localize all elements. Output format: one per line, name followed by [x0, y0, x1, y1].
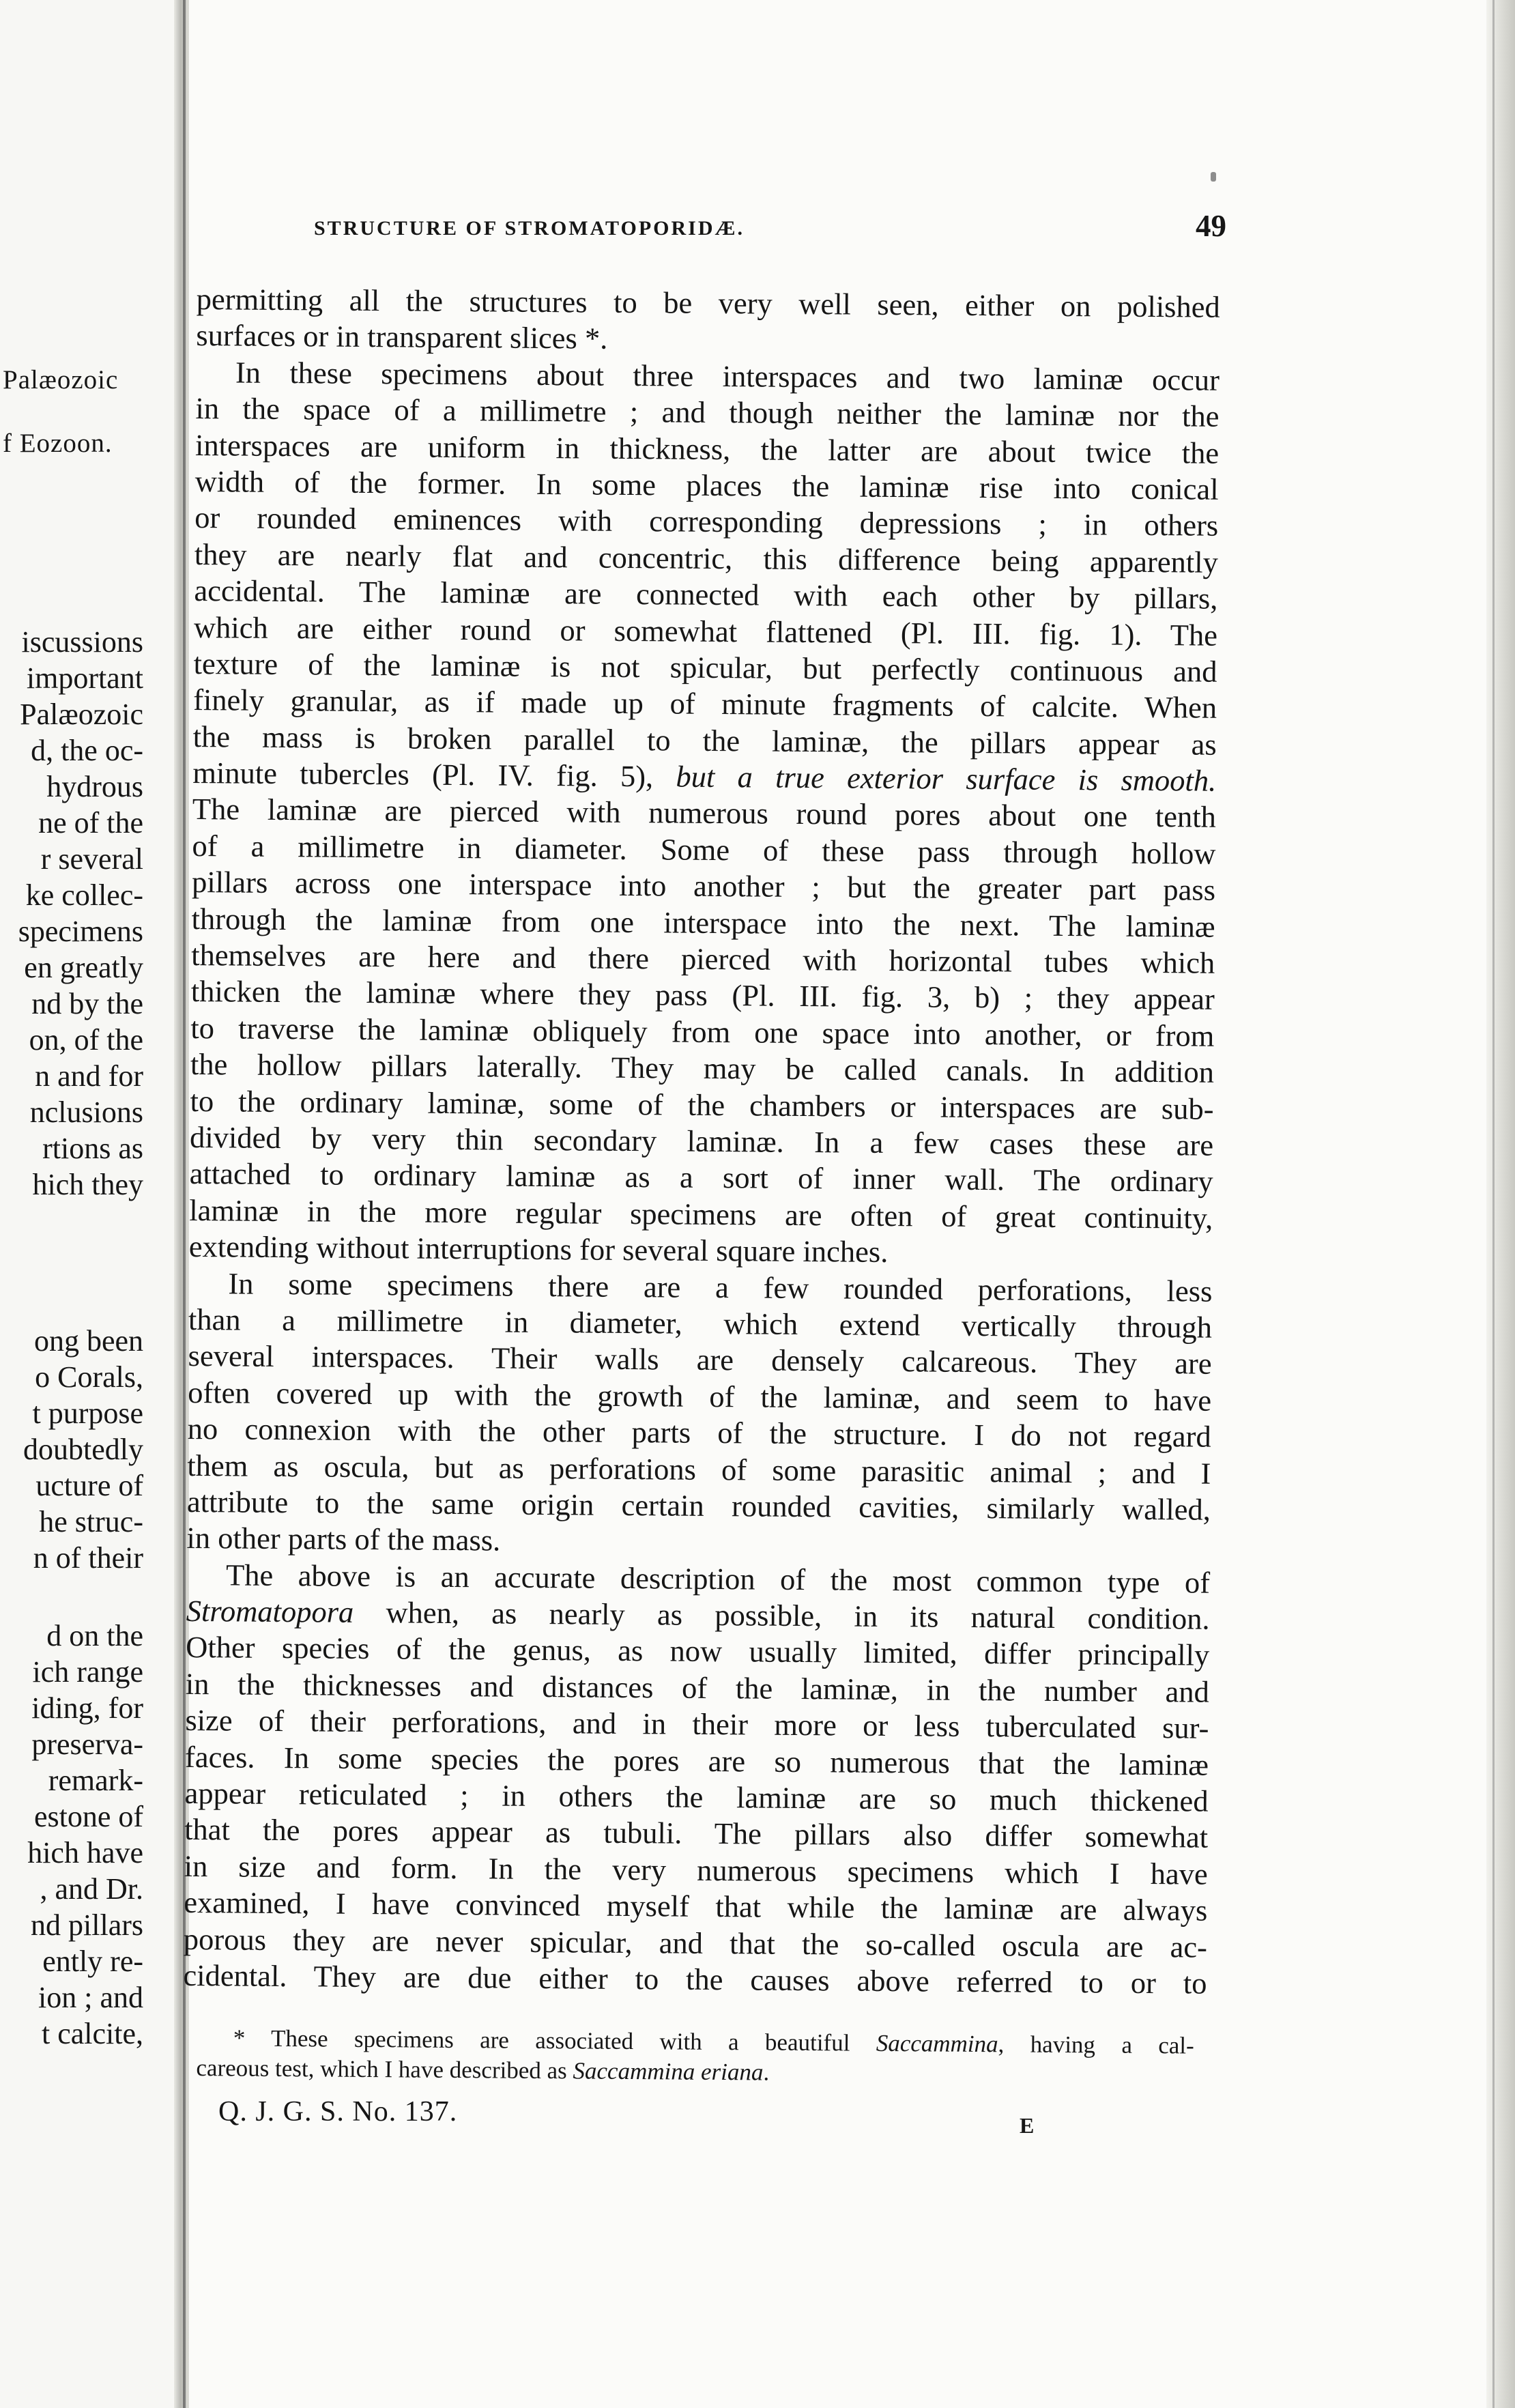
body-text-span: size of their perforations, and in their more or less tuberculated sur- — [185, 1703, 1209, 1745]
left-page-line: d on the — [46, 1619, 143, 1652]
footnote-italic: Saccammina eriana — [573, 2057, 764, 2086]
body-text-span: in the thicknesses and distances of the laminæ, in the number and — [185, 1666, 1210, 1709]
left-page-line: ke collec- — [25, 878, 143, 912]
fold-line — [183, 0, 186, 2408]
body-text-span: thicken the laminæ where they pass (Pl. III. fig. 3, b) ; they appear — [190, 974, 1215, 1017]
left-page-line: ich range — [32, 1655, 143, 1689]
body-text-span: examined, I have convinced myself that while the laminæ are always — [184, 1885, 1208, 1927]
body-text-span: the mass is broken parallel to the laminæ, the pillars appear as — [192, 719, 1217, 762]
left-page-fragment — [0, 0, 174, 2408]
running-title: STRUCTURE OF STROMATOPORIDÆ. — [314, 217, 745, 240]
left-page-line: Palæozoic — [20, 698, 143, 731]
body-text-span: in other parts of the mass. — [186, 1521, 501, 1558]
body-text-span: of a millimetre in diameter. Some of these pass through hollow — [192, 828, 1216, 871]
left-text-block-a — [0, 624, 143, 1203]
body-text-span: to traverse the laminæ obliquely from one space into another, or from — [190, 1010, 1215, 1053]
left-page-line: nclusions — [29, 1095, 143, 1129]
body-text-span: when, as nearly as possible, in its natural condition. — [354, 1594, 1210, 1636]
left-page-line: n and for — [35, 1059, 143, 1093]
left-page-line: he struc- — [39, 1505, 143, 1538]
body-text-span: In these specimens about three interspaces and two laminæ occur — [235, 355, 1220, 397]
body-text-span: no connexion with the other parts of the structure. I do not regard — [187, 1411, 1211, 1454]
body-text-span: the hollow pillars laterally. They may be called canals. In addition — [190, 1047, 1215, 1089]
footnote-text: careous test, which I have described as — [196, 2054, 573, 2084]
left-page-line: nd by the — [31, 987, 143, 1020]
body-text-span: porous they are never spicular, and that the so-called oscula are ac- — [183, 1921, 1208, 1964]
footnote-italic: Saccammina — [876, 2029, 998, 2058]
body-text-span: attached to ordinary laminæ as a sort of inner wall. The ordinary — [189, 1156, 1213, 1199]
left-page-line: ion ; and — [38, 1981, 143, 2014]
body-line — [183, 1958, 1207, 2002]
left-page-line: , and Dr. — [40, 1872, 143, 1906]
left-page-line: t purpose — [32, 1396, 143, 1430]
body-text-span: In some specimens there are a few rounded perforations, less — [228, 1265, 1213, 1308]
body-text-span: surfaces or in transparent slices *. — [196, 318, 608, 356]
body-text-span: The above is an accurate description of the most common type of — [225, 1558, 1211, 1600]
sheet-signature-mark: E — [1020, 2113, 1035, 2138]
body-text-span: divided by very thin secondary laminæ. In a few cases these are — [189, 1119, 1214, 1162]
footnote-text: . — [763, 2059, 770, 2086]
left-page-line: o Corals, — [35, 1360, 143, 1394]
body-text-span: themselves are here and there pierced with horizontal tubes which — [191, 938, 1215, 980]
body-text-span: minute tubercles (Pl. IV. fig. 5), — [192, 756, 676, 794]
body-text-span: Other species of the genus, as now usually limited, differ principally — [186, 1630, 1210, 1673]
page-edge-line — [1492, 0, 1495, 2408]
book-gutter — [174, 0, 189, 2408]
body-text — [183, 281, 1220, 2002]
body-text-span: finely granular, as if made up of minute fragments of calcite. When — [192, 683, 1217, 726]
left-page-line: r several — [40, 842, 143, 876]
left-page-line: hydrous — [46, 770, 143, 803]
page-edge — [1486, 0, 1515, 2408]
body-text-span: extending without interruptions for several square inches. — [188, 1229, 889, 1270]
body-text-span: permitting all the structures to be very well seen, either on polished — [196, 281, 1220, 324]
body-text-span: faces. In some species the pores are so numerous that the laminæ — [184, 1739, 1209, 1782]
page-number: 49 — [1196, 209, 1226, 243]
body-text-span: which are either round or somewhat flattened (Pl. III. fig. 1). The — [193, 610, 1218, 653]
body-text-span: through the laminæ from one interspace into the next. The laminæ — [191, 901, 1215, 944]
left-page-line: ne of the — [38, 806, 143, 840]
body-text-span: appear reticulated ; in others the laminæ are so much thickened — [184, 1775, 1209, 1818]
body-text-span: pillars across one interspace into another ; but the greater part pass — [191, 865, 1216, 908]
left-page-line: ently re- — [42, 1945, 143, 1978]
left-page-line: nd pillars — [31, 1908, 143, 1942]
left-page-line: rtions as — [42, 1132, 143, 1165]
left-page-line: hich they — [32, 1168, 143, 1201]
body-text-span: The laminæ are pierced with numerous round pores about one tenth — [192, 792, 1217, 835]
body-text-span: width of the former. In some places the laminæ rise into conical — [194, 463, 1219, 506]
left-text-block-b — [0, 1323, 143, 1576]
footnote-text: * These specimens are associated with a beautiful — [233, 2024, 876, 2056]
left-page-line: ucture of — [35, 1469, 143, 1502]
left-page-line: t calcite, — [41, 2017, 143, 2050]
left-page-line: ong been — [33, 1324, 143, 1358]
left-page-line: remark- — [48, 1764, 143, 1797]
body-text-span: in the space of a millimetre ; and though neither the laminæ nor the — [195, 391, 1220, 433]
left-page-line: en greatly — [24, 951, 143, 984]
body-text-span: in size and form. In the very numerous specimens which I have — [184, 1848, 1208, 1891]
body-text-span: accidental. The laminæ are connected with each other by pillars, — [194, 573, 1218, 616]
body-text-span: to the ordinary laminæ, some of the chambers or interspaces are sub- — [190, 1083, 1214, 1126]
body-italic: Stromatopora — [186, 1594, 354, 1629]
body-text-span: attribute to the same origin certain rounded cavities, similarly walled, — [186, 1484, 1211, 1527]
left-page-line: iscussions — [21, 625, 143, 659]
body-text-span: texture of the laminæ is not spicular, but perfectly continuous and — [193, 646, 1217, 689]
body-text-span: cidental. They are due either to the causes above referred to or to — [183, 1958, 1207, 2001]
body-text-span: they are nearly flat and concentric, this difference being apparently — [194, 536, 1219, 579]
left-page-line: d, the oc- — [31, 734, 143, 767]
left-page-line: iding, for — [31, 1691, 143, 1725]
body-text-span: interspaces are uniform in thickness, the latter are about twice the — [194, 427, 1220, 470]
body-italic: but a true exterior surface is smooth. — [676, 759, 1217, 798]
ink-speck — [1211, 172, 1216, 182]
body-text-span: or rounded eminences with corresponding depressions ; in others — [194, 500, 1219, 543]
body-text-span: often covered up with the growth of the laminæ, and seem to have — [188, 1375, 1212, 1418]
left-page-line: on, of the — [29, 1023, 143, 1057]
left-page-line: doubtedly — [23, 1433, 143, 1466]
footnote-text: , having a cal- — [998, 2031, 1194, 2059]
left-page-line: preserva- — [31, 1728, 143, 1761]
body-text-span: that the pores appear as tubuli. The pillars also differ somewhat — [184, 1812, 1209, 1855]
footnote — [196, 2023, 1194, 2091]
body-text-span: laminæ in the more regular specimens are often of great continuity, — [189, 1192, 1213, 1235]
left-page-line: estone of — [33, 1800, 143, 1833]
left-heading-line-1: Palæozoic — [3, 365, 119, 395]
left-page-line: n of their — [33, 1541, 143, 1575]
left-text-block-c — [0, 1618, 143, 2052]
journal-signature: Q. J. G. S. No. 137. — [218, 2096, 458, 2127]
left-page-line: hich have — [27, 1836, 143, 1869]
left-page-line: important — [26, 661, 143, 695]
left-heading-line-2: f Eozoon. — [3, 429, 113, 458]
body-text-span: several interspaces. Their walls are densely calcareous. They are — [188, 1338, 1212, 1381]
left-page-line: specimens — [18, 915, 143, 948]
body-text-span: than a millimetre in diameter, which extend vertically through — [188, 1302, 1213, 1345]
body-text-span: them as oscula, but as perforations of some parasitic animal ; and I — [187, 1448, 1211, 1491]
